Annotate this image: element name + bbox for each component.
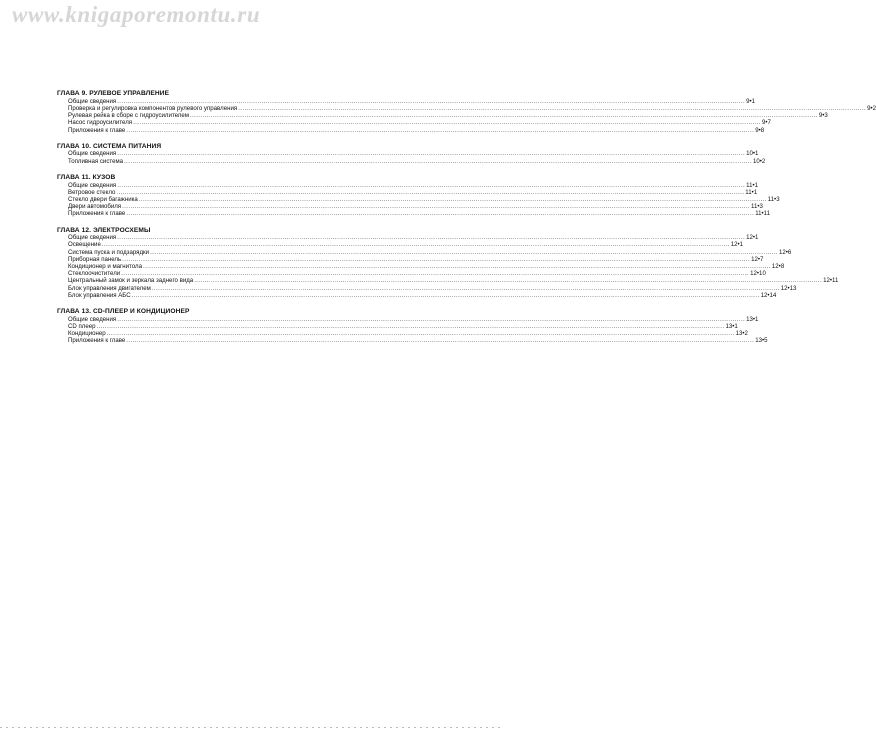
entry-title: Общие сведения	[68, 234, 117, 242]
toc-entry[interactable]	[57, 126, 765, 134]
entry-title: Ветровое стекло	[68, 188, 116, 196]
entry-title: Общие сведения	[68, 97, 117, 105]
dot-leader: ............................................................................................................................................................................................................................................................................................................	[117, 150, 746, 158]
entry-title: Общие сведения	[68, 150, 117, 158]
dot-leader: ............................................................................................................................................................................................................................................................................................................	[150, 248, 779, 256]
entry-title: Блок управления АБС	[68, 291, 131, 299]
entry-title: Общие сведения	[68, 181, 117, 189]
entry-title: Общие сведения	[68, 315, 117, 323]
entry-title: CD плеер	[68, 322, 96, 330]
dot-leader: ............................................................................................................................................................................................................................................................................................................	[151, 284, 780, 292]
toc-chapter	[57, 142, 766, 165]
page-number: 12•10	[750, 270, 766, 278]
page-number: 11•1	[745, 188, 758, 196]
dot-leader: ............................................................................................................................................................................................................................................................................................................	[124, 157, 752, 165]
toc-entry[interactable]	[57, 241, 744, 249]
toc-entry[interactable]	[57, 210, 771, 218]
dot-leader: ............................................................................................................................................................................................................................................................................................................	[106, 330, 735, 338]
entry-title: Стеклоочистители	[68, 270, 121, 278]
toc-entry[interactable]	[57, 315, 759, 323]
page-number: 13•1	[746, 315, 759, 323]
toc-entry[interactable]	[57, 330, 748, 338]
page-number: 12•13	[780, 284, 797, 292]
toc-entry[interactable]	[57, 322, 738, 330]
entry-title: Кондиционер и магнитола	[68, 263, 142, 271]
dot-leader: ............................................................................................................................................................................................................................................................................................................	[117, 97, 746, 105]
entry-title: Кондиционер	[68, 330, 106, 338]
toc-entry[interactable]	[57, 291, 777, 299]
entry-title: Приложения к главе	[68, 210, 126, 218]
dot-leader: ............................................................................................................................................................................................................................................................................................................	[133, 119, 762, 127]
page-number: 11•1	[746, 181, 758, 189]
page-number: 12•7	[751, 255, 764, 263]
toc-chapter	[57, 308, 768, 345]
chapter-title: ГЛАВА 11. КУЗОВ	[57, 173, 116, 181]
chapter-title: ГЛАВА 10. СИСТЕМА ПИТАНИЯ	[57, 142, 162, 150]
dot-leader: ............................................................................................................................................................................................................................................................................................................	[117, 315, 746, 323]
page-number: 11•11	[755, 210, 771, 218]
toc-entry[interactable]	[57, 270, 766, 278]
toc-entry[interactable]	[57, 255, 764, 263]
toc-entry[interactable]	[57, 263, 785, 271]
toc-entry[interactable]	[57, 150, 759, 158]
toc-entry[interactable]	[57, 337, 768, 345]
chapter-title: ГЛАВА 12. ЭЛЕКТРОСХЕМЫ	[57, 226, 151, 234]
entry-title: Приборная панель	[68, 255, 122, 263]
toc-entry[interactable]	[57, 234, 759, 242]
dot-leader: ............................................................................................................................................................................................................................................................................................................	[131, 291, 760, 299]
dot-leader: ............................................................................................................................................................................................................................................................................................................	[189, 112, 818, 120]
dot-leader: ............................................................................................................................................................................................................................................................................................................	[138, 195, 767, 203]
page-number: 9•7	[762, 119, 771, 127]
watermark: www.knigaporemontu.ru	[12, 2, 261, 27]
dot-leader: ............................................................................................................................................................................................................................................................................................................	[117, 181, 746, 189]
dot-leader: ............................................................................................................................................................................................................................................................................................................	[126, 210, 755, 218]
toc-entry[interactable]	[57, 203, 763, 211]
dot-leader: ............................................................................................................................................................................................................................................................................................................	[121, 270, 750, 278]
page-number: 10•1	[746, 150, 759, 158]
page-number: 12•14	[760, 291, 777, 299]
dot-leader: ............................................................................................................................................................................................................................................................................................................	[96, 322, 725, 330]
page-number: 9•8	[755, 126, 765, 134]
toc-entry[interactable]	[57, 157, 766, 165]
toc-entry[interactable]	[57, 119, 771, 127]
entry-title: Рулевая рейка в сборе с гидроусилителем	[68, 112, 189, 120]
toc-entry[interactable]	[57, 112, 828, 120]
entry-title: Топливная система	[68, 157, 124, 165]
page-number: 12•6	[779, 248, 792, 256]
page-number: 13•1	[725, 322, 738, 330]
entry-title: Освещение	[68, 241, 101, 249]
entry-title: Центральный замок и зеркала заднего вида	[68, 277, 194, 285]
entry-title: Насос гидроусилителя	[68, 119, 133, 127]
toc-entry[interactable]	[57, 195, 780, 203]
page-number: 12•1	[730, 241, 744, 249]
entry-title: Приложения к главе	[68, 337, 126, 345]
page-number: 11•3	[751, 203, 763, 211]
chapter-title: ГЛАВА 13. CD-ПЛЕЕР И КОНДИЦИОНЕР	[57, 308, 190, 316]
toc-entry[interactable]	[57, 97, 756, 105]
dot-leader: ............................................................................................................................................................................................................................................................................................................	[117, 234, 746, 242]
entry-title: Приложения к главе	[68, 126, 126, 134]
toc-entry[interactable]	[57, 104, 876, 112]
dot-leader: ............................................................................................................................................................................................................................................................................................................	[116, 188, 745, 196]
dot-leader: ............................................................................................................................................................................................................................................................................................................	[126, 126, 755, 134]
page-number: 13•2	[735, 330, 748, 338]
footer-divider	[0, 727, 500, 728]
dot-leader: ............................................................................................................................................................................................................................................................................................................	[126, 337, 755, 345]
dot-leader: ............................................................................................................................................................................................................................................................................................................	[101, 241, 730, 249]
dot-leader: ............................................................................................................................................................................................................................................................................................................	[238, 104, 867, 112]
toc-chapter	[57, 173, 780, 218]
dot-leader: ............................................................................................................................................................................................................................................................................................................	[122, 255, 751, 263]
page-number: 12•11	[823, 277, 839, 285]
page-number: 9•2	[867, 104, 876, 112]
page-number: 12•8	[771, 263, 785, 271]
toc-chapter	[57, 90, 876, 134]
entry-title: Блок управления двигателем	[68, 284, 151, 292]
entry-title: Система пуска и подзарядки	[68, 248, 150, 256]
toc-entry[interactable]	[57, 181, 758, 189]
page-number: 13•5	[755, 337, 768, 345]
entry-title: Стекло двери багажника	[68, 195, 138, 203]
table-of-contents	[57, 90, 876, 354]
page-number: 9•1	[746, 97, 756, 105]
page-number: 10•2	[753, 157, 766, 165]
toc-chapter	[57, 226, 839, 300]
dot-leader: ............................................................................................................................................................................................................................................................................................................	[122, 203, 751, 211]
page-number: 11•3	[767, 195, 780, 203]
chapter-title: ГЛАВА 9. РУЛЕВОЕ УПРАВЛЕНИЕ	[57, 90, 170, 97]
entry-title: Двери автомобиля	[68, 203, 122, 211]
dot-leader: ............................................................................................................................................................................................................................................................................................................	[142, 263, 771, 271]
toc-entry[interactable]	[57, 277, 839, 285]
dot-leader: ............................................................................................................................................................................................................................................................................................................	[194, 277, 823, 285]
toc-entry[interactable]	[57, 188, 758, 196]
toc-entry[interactable]	[57, 284, 797, 292]
page-number: 9•3	[818, 112, 828, 120]
toc-entry[interactable]	[57, 248, 792, 256]
page-number: 12•1	[746, 234, 759, 242]
entry-title: Проверка и регулировка компонентов рулевого управления	[68, 104, 238, 112]
